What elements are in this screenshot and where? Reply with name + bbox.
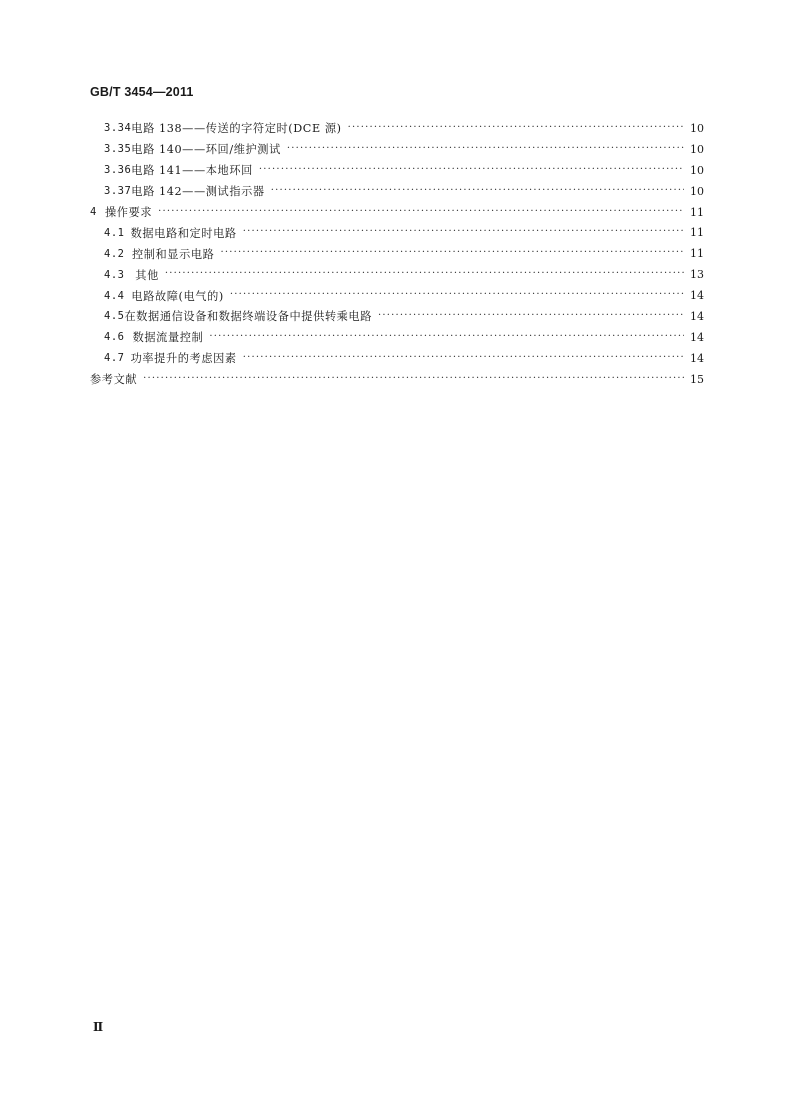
toc-entry-title: 电路 140——环回/维护测试 [131, 143, 281, 157]
toc-entry-number: 4.3 [104, 268, 125, 281]
toc-entry-title: 其他 [135, 268, 159, 282]
toc-dot-leader [259, 164, 684, 175]
toc-entry-title: 操作要求 [105, 206, 153, 219]
toc-entry-page: 14 [690, 330, 704, 344]
toc-dot-leader [165, 268, 684, 279]
toc-entry-page: 11 [690, 226, 704, 240]
toc-dot-leader [243, 226, 684, 237]
toc-entry-page: 14 [690, 309, 704, 323]
toc-entry-number: 4.2 [104, 247, 125, 260]
toc-entry[interactable] [90, 306, 704, 327]
toc-entry[interactable] [90, 202, 704, 223]
toc-entry-title: 电路 142——测试指示器 [131, 185, 265, 199]
toc-entry-page: 10 [690, 184, 704, 198]
page-number: Ⅱ [93, 1020, 104, 1034]
toc-dot-leader [271, 185, 684, 196]
toc-entry[interactable] [90, 118, 704, 139]
toc-entry[interactable] [90, 264, 704, 285]
toc-entry-page: 10 [690, 121, 704, 135]
toc-entry-page: 14 [690, 351, 704, 365]
toc-entry-page: 11 [690, 247, 704, 261]
table-of-contents [90, 118, 704, 390]
toc-entry-number: 4.5 [104, 310, 125, 323]
toc-entry-number: 3.36 [104, 164, 132, 177]
toc-entry-page: 13 [690, 268, 704, 282]
toc-entry-number: 3.35 [104, 143, 132, 156]
toc-entry-number: 4 [90, 206, 97, 218]
toc-entry[interactable] [90, 243, 704, 264]
toc-entry-page: 10 [690, 163, 704, 177]
toc-entry-title: 数据流量控制 [132, 331, 204, 345]
toc-entry-number: 4.6 [104, 331, 125, 344]
toc-entry[interactable] [90, 348, 704, 369]
toc-entry-title: 控制和显示电路 [131, 247, 215, 261]
toc-entry-page: 11 [690, 205, 704, 219]
toc-entry-number: 4.7 [104, 352, 125, 365]
toc-entry[interactable] [90, 285, 704, 306]
toc-dot-leader [287, 143, 684, 154]
toc-entry-title: 功率提升的考虑因素 [130, 352, 237, 366]
toc-dot-leader [209, 331, 684, 342]
toc-entry-number: 3.37 [104, 185, 132, 198]
toc-dot-leader [158, 206, 684, 217]
toc-dot-leader [230, 289, 684, 300]
document-id: GB/T 3454—2011 [90, 85, 194, 99]
toc-dot-leader [348, 122, 684, 133]
toc-dot-leader [243, 352, 684, 363]
toc-entry-title: 参考文献 [90, 373, 138, 387]
toc-entry-title: 在数据通信设备和数据终端设备中提供转乘电路 [124, 310, 373, 324]
toc-entry[interactable] [90, 327, 704, 348]
toc-dot-leader [378, 310, 684, 321]
toc-entry-number: 4.1 [104, 226, 125, 239]
toc-entry-title: 数据电路和定时电路 [130, 226, 237, 240]
toc-entry-page: 14 [690, 289, 704, 303]
toc-entry[interactable] [90, 139, 704, 160]
toc-entry-number: 3.34 [104, 122, 132, 135]
toc-entry-page: 15 [690, 372, 704, 386]
toc-entry[interactable] [90, 181, 704, 202]
toc-entry[interactable] [90, 222, 704, 243]
toc-dot-leader [220, 247, 684, 258]
toc-entry[interactable] [90, 160, 704, 181]
toc-dot-leader [143, 373, 684, 384]
toc-entry-title: 电路故障(电气的) [131, 289, 224, 303]
toc-entry-title: 电路 138——传送的字符定时(DCE 源) [131, 122, 342, 136]
toc-entry-page: 10 [690, 142, 704, 156]
toc-entry-number: 4.4 [104, 289, 125, 302]
toc-entry-title: 电路 141——本地环回 [131, 164, 253, 178]
toc-entry[interactable] [90, 369, 704, 390]
